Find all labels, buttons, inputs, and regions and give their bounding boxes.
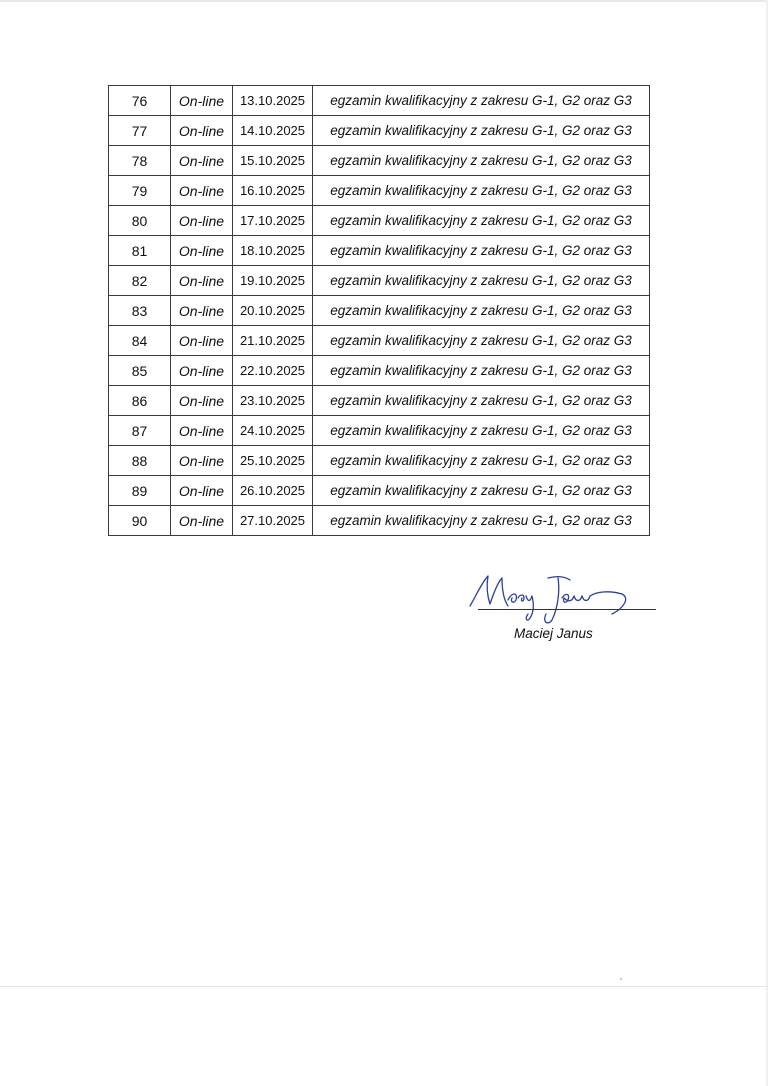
table-row <box>109 146 650 176</box>
row-number-cell: 80 <box>109 206 171 236</box>
date-cell: 14.10.2025 <box>233 116 313 146</box>
table-row <box>109 476 650 506</box>
row-number-cell: 89 <box>109 476 171 506</box>
date-cell: 17.10.2025 <box>233 206 313 236</box>
date-cell: 25.10.2025 <box>233 446 313 476</box>
description-cell: egzamin kwalifikacyjny z zakresu G-1, G2 oraz G3 <box>313 356 650 386</box>
table-row <box>109 86 650 116</box>
date-cell: 21.10.2025 <box>233 326 313 356</box>
scan-bottom-line <box>0 986 768 987</box>
row-number-cell: 82 <box>109 266 171 296</box>
mode-cell: On-line <box>171 296 233 326</box>
row-number-cell: 83 <box>109 296 171 326</box>
description-cell: egzamin kwalifikacyjny z zakresu G-1, G2 oraz G3 <box>313 146 650 176</box>
row-number-cell: 85 <box>109 356 171 386</box>
date-cell: 22.10.2025 <box>233 356 313 386</box>
table-row <box>109 206 650 236</box>
date-cell: 13.10.2025 <box>233 86 313 116</box>
date-cell: 23.10.2025 <box>233 386 313 416</box>
table-row <box>109 506 650 536</box>
mode-cell: On-line <box>171 506 233 536</box>
description-cell: egzamin kwalifikacyjny z zakresu G-1, G2 oraz G3 <box>313 236 650 266</box>
mode-cell: On-line <box>171 476 233 506</box>
exam-schedule-table <box>108 85 650 536</box>
mode-cell: On-line <box>171 386 233 416</box>
table-row <box>109 296 650 326</box>
date-cell: 15.10.2025 <box>233 146 313 176</box>
scan-top-edge <box>0 0 768 2</box>
date-cell: 18.10.2025 <box>233 236 313 266</box>
table-row <box>109 236 650 266</box>
date-cell: 16.10.2025 <box>233 176 313 206</box>
row-number-cell: 87 <box>109 416 171 446</box>
table-row <box>109 446 650 476</box>
mode-cell: On-line <box>171 146 233 176</box>
date-cell: 20.10.2025 <box>233 296 313 326</box>
description-cell: egzamin kwalifikacyjny z zakresu G-1, G2 oraz G3 <box>313 416 650 446</box>
table-row <box>109 326 650 356</box>
exam-schedule-body <box>109 86 650 536</box>
mode-cell: On-line <box>171 86 233 116</box>
description-cell: egzamin kwalifikacyjny z zakresu G-1, G2 oraz G3 <box>313 86 650 116</box>
description-cell: egzamin kwalifikacyjny z zakresu G-1, G2 oraz G3 <box>313 506 650 536</box>
mode-cell: On-line <box>171 116 233 146</box>
table-row <box>109 356 650 386</box>
description-cell: egzamin kwalifikacyjny z zakresu G-1, G2 oraz G3 <box>313 326 650 356</box>
row-number-cell: 86 <box>109 386 171 416</box>
scan-speck <box>620 978 622 980</box>
mode-cell: On-line <box>171 236 233 266</box>
mode-cell: On-line <box>171 446 233 476</box>
description-cell: egzamin kwalifikacyjny z zakresu G-1, G2 oraz G3 <box>313 266 650 296</box>
table-row <box>109 176 650 206</box>
description-cell: egzamin kwalifikacyjny z zakresu G-1, G2 oraz G3 <box>313 176 650 206</box>
row-number-cell: 84 <box>109 326 171 356</box>
handwritten-signature <box>462 568 662 628</box>
mode-cell: On-line <box>171 416 233 446</box>
date-cell: 24.10.2025 <box>233 416 313 446</box>
row-number-cell: 90 <box>109 506 171 536</box>
description-cell: egzamin kwalifikacyjny z zakresu G-1, G2 oraz G3 <box>313 446 650 476</box>
table-row <box>109 386 650 416</box>
date-cell: 27.10.2025 <box>233 506 313 536</box>
row-number-cell: 79 <box>109 176 171 206</box>
mode-cell: On-line <box>171 206 233 236</box>
description-cell: egzamin kwalifikacyjny z zakresu G-1, G2 oraz G3 <box>313 296 650 326</box>
table-row <box>109 416 650 446</box>
description-cell: egzamin kwalifikacyjny z zakresu G-1, G2 oraz G3 <box>313 116 650 146</box>
row-number-cell: 81 <box>109 236 171 266</box>
row-number-cell: 88 <box>109 446 171 476</box>
description-cell: egzamin kwalifikacyjny z zakresu G-1, G2 oraz G3 <box>313 386 650 416</box>
mode-cell: On-line <box>171 266 233 296</box>
signer-name: Maciej Janus <box>514 626 593 641</box>
date-cell: 19.10.2025 <box>233 266 313 296</box>
description-cell: egzamin kwalifikacyjny z zakresu G-1, G2 oraz G3 <box>313 206 650 236</box>
row-number-cell: 78 <box>109 146 171 176</box>
mode-cell: On-line <box>171 326 233 356</box>
date-cell: 26.10.2025 <box>233 476 313 506</box>
mode-cell: On-line <box>171 356 233 386</box>
row-number-cell: 76 <box>109 86 171 116</box>
table-row <box>109 116 650 146</box>
description-cell: egzamin kwalifikacyjny z zakresu G-1, G2 oraz G3 <box>313 476 650 506</box>
table-row <box>109 266 650 296</box>
signature-line <box>478 609 656 610</box>
mode-cell: On-line <box>171 176 233 206</box>
row-number-cell: 77 <box>109 116 171 146</box>
